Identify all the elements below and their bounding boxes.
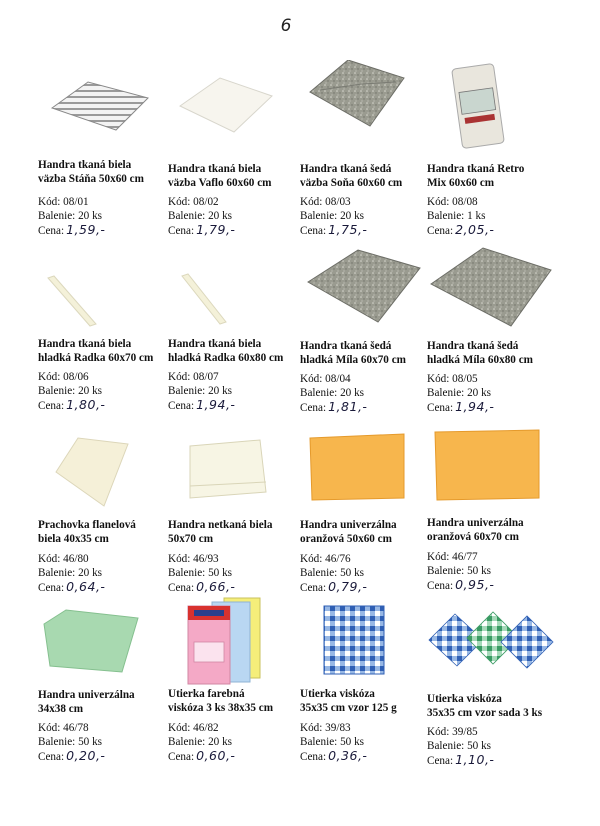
product-details: Kód: 46/82 Balenie: 20 ks Cena: 0,60,- (168, 722, 236, 763)
product-pack: 1 ks (467, 209, 486, 222)
product-price: 0,95,- (455, 577, 495, 592)
product-code: 46/76 (325, 553, 351, 565)
product-name: Utierka farebná viskóza 3 ks 38x35 cm (168, 688, 274, 714)
product-pack: 50 ks (340, 735, 365, 748)
product-details: Kód: 08/04 Balenie: 20 ks Cena: 1,81,- (300, 373, 368, 414)
product-price: 0,64,- (66, 579, 106, 594)
product-code: 08/02 (193, 196, 219, 208)
thin-white-cloth-icon (168, 242, 296, 332)
product-price: 0,79,- (328, 579, 368, 594)
product-pack: 50 ks (467, 564, 492, 577)
product-pack: 20 ks (208, 735, 233, 748)
product-name: Prachovka flanelová biela 40x35 cm (38, 519, 136, 545)
product-details: Kód: 46/78 Balenie: 50 ks Cena: 0,20,- (38, 722, 106, 763)
product-price: 1,81,- (328, 399, 368, 414)
product-code: 46/78 (63, 722, 89, 734)
product-pack: 50 ks (467, 739, 492, 752)
product-name: Handra tkaná biela hladká Radka 60x80 cm (168, 338, 284, 364)
product-name: Handra tkaná biela väzba Stáňa 50x60 cm (38, 159, 144, 185)
product-details: Kód: 46/93 Balenie: 50 ks Cena: 0,66,- (168, 553, 236, 594)
product-details: Kód: 08/01 Balenie: 20 ks Cena: 1,59,- (38, 196, 106, 237)
product-name: Handra tkaná biela väzba Vaflo 60x60 cm (168, 163, 272, 189)
product-price: 1,10,- (455, 752, 495, 767)
product-details: Kód: 08/08 Balenie: 1 ks Cena: 2,05,- (427, 196, 495, 237)
product-name: Handra univerzálna oranžová 50x60 cm (300, 519, 397, 545)
product-pack: 50 ks (340, 566, 365, 579)
product-details: Kód: 08/06 Balenie: 20 ks Cena: 1,80,- (38, 371, 106, 412)
product-code: 08/01 (63, 196, 89, 208)
product-price: 0,20,- (66, 748, 106, 763)
product-pack: 20 ks (340, 386, 365, 399)
colored-wipes-pack-icon (168, 596, 296, 686)
product-code: 08/05 (452, 373, 478, 385)
product-name: Handra univerzálna oranžová 60x70 cm (427, 517, 524, 543)
product-name: Handra tkaná šedá väzba Soňa 60x60 cm (300, 163, 403, 189)
product-name: Handra tkaná šedá hladká Míla 60x70 cm (300, 340, 406, 366)
product-details: Kód: 46/76 Balenie: 50 ks Cena: 0,79,- (300, 553, 368, 594)
product-code: 46/82 (193, 722, 219, 734)
product-price: 1,94,- (455, 399, 495, 414)
product-details: Kód: 39/83 Balenie: 50 ks Cena: 0,36,- (300, 722, 368, 763)
product-code: 46/80 (63, 553, 89, 565)
product-price: 1,59,- (66, 222, 106, 237)
grey-speckled-cloth-icon (427, 242, 555, 332)
product-price: 0,66,- (196, 579, 236, 594)
product-pack: 20 ks (78, 384, 103, 397)
product-price: 1,80,- (66, 397, 106, 412)
grey-speckled-cloth-icon (300, 242, 428, 332)
product-price: 1,75,- (328, 222, 368, 237)
blue-checkered-cloth-icon (300, 596, 428, 686)
product-code: 08/06 (63, 371, 89, 383)
product-name: Handra tkaná biela hladká Radka 60x70 cm (38, 338, 154, 364)
product-code: 46/77 (452, 551, 478, 563)
product-name: Handra tkaná Retro Mix 60x60 cm (427, 163, 525, 189)
product-details: Kód: 08/05 Balenie: 20 ks Cena: 1,94,- (427, 373, 495, 414)
product-details: Kód: 46/77 Balenie: 50 ks Cena: 0,95,- (427, 551, 495, 592)
product-pack: 20 ks (208, 384, 233, 397)
orange-cloth-icon (300, 420, 428, 510)
product-name: Utierka viskóza 35x35 cm vzor sada 3 ks (427, 693, 543, 719)
product-price: 1,79,- (196, 222, 236, 237)
product-pack: 20 ks (467, 386, 492, 399)
nonwoven-cloth-icon (168, 420, 296, 510)
product-code: 39/85 (452, 726, 478, 738)
product-name: Utierka viskóza 35x35 cm vzor 125 g (300, 688, 397, 714)
product-pack: 20 ks (340, 209, 365, 222)
product-code: 46/93 (193, 553, 219, 565)
product-name: Handra tkaná šedá hladká Míla 60x80 cm (427, 340, 533, 366)
striped-white-cloth-icon (38, 60, 166, 150)
page-number: 6 (280, 16, 292, 36)
product-details: Kód: 08/07 Balenie: 20 ks Cena: 1,94,- (168, 371, 236, 412)
product-price: 0,60,- (196, 748, 236, 763)
product-pack: 50 ks (208, 566, 233, 579)
product-price: 2,05,- (455, 222, 495, 237)
product-price: 0,36,- (328, 748, 368, 763)
flannel-cloth-icon (38, 420, 166, 510)
product-pack: 20 ks (78, 566, 103, 579)
product-pack: 20 ks (208, 209, 233, 222)
product-code: 08/04 (325, 373, 351, 385)
white-cloth-icon (168, 60, 296, 150)
thin-white-cloth-icon (38, 242, 166, 332)
product-details: Kód: 39/85 Balenie: 50 ks Cena: 1,10,- (427, 726, 495, 767)
product-code: 08/03 (325, 196, 351, 208)
checkered-cloth-set-icon (427, 596, 555, 686)
product-name: Handra univerzálna 34x38 cm (38, 689, 135, 715)
product-name: Handra netkaná biela 50x70 cm (168, 519, 273, 545)
product-code: 08/08 (452, 196, 478, 208)
product-pack: 20 ks (78, 209, 103, 222)
product-code: 39/83 (325, 722, 351, 734)
green-cloth-icon (38, 596, 166, 686)
product-code: 08/07 (193, 371, 219, 383)
product-pack: 50 ks (78, 735, 103, 748)
product-price: 1,94,- (196, 397, 236, 412)
product-details: Kód: 08/02 Balenie: 20 ks Cena: 1,79,- (168, 196, 236, 237)
orange-cloth-icon (427, 420, 555, 510)
product-details: Kód: 46/80 Balenie: 20 ks Cena: 0,64,- (38, 553, 106, 594)
cloth-roll-icon (427, 60, 555, 150)
product-details: Kód: 08/03 Balenie: 20 ks Cena: 1,75,- (300, 196, 368, 237)
grey-folded-cloth-icon (300, 60, 428, 150)
